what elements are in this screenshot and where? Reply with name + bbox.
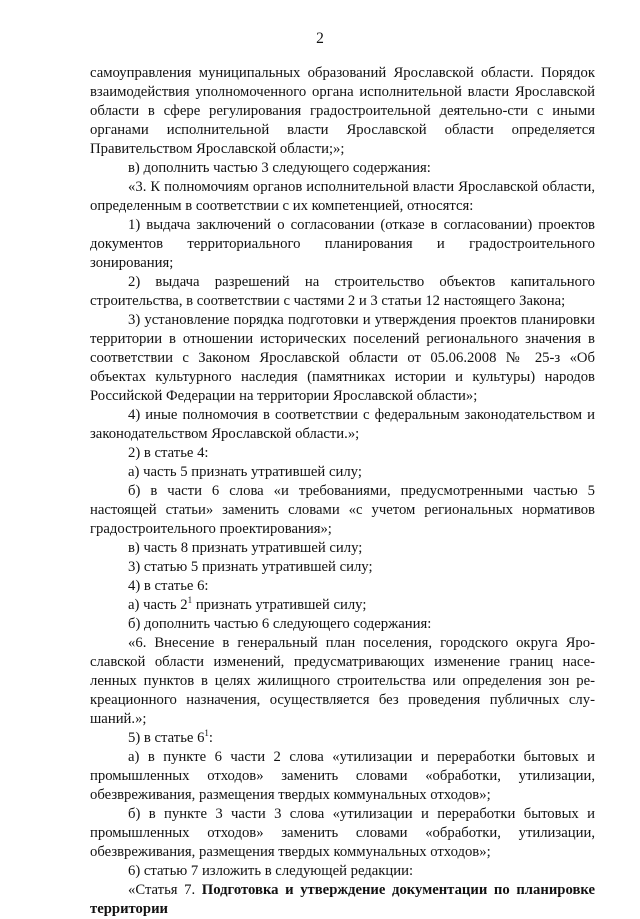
paragraph: самоуправления муниципальных образований Ярославской области. Порядок взаимодействия уполномоченного органа исполнительной власти Ярославской области в сфере регулирования градостроительной деятельно-сти с иными органами исполнительной власти Ярославской области определяется Правительством Ярославской области;»; <box>90 65 595 157</box>
article-number: «Статья 7. <box>128 882 202 898</box>
paragraph-text-after: : <box>208 730 214 746</box>
paragraph-text: 5) в статье 6 <box>128 730 205 746</box>
superscript: 1 <box>204 728 209 739</box>
paragraph <box>90 596 595 615</box>
article-title: Подготовка и утверждение документации по планировке территории <box>90 882 595 917</box>
paragraph: 2) в статье 4: <box>128 445 209 461</box>
paragraph: 4) в статье 6: <box>128 578 209 594</box>
article-heading <box>90 881 595 919</box>
page-number: 2 <box>316 30 324 47</box>
document-body <box>90 64 595 919</box>
paragraph: «3. К полномочиям органов исполнительной власти Ярославской области, определенным в соответствии с их компетенцией, относятся: <box>90 179 595 214</box>
paragraph: «6. Внесение в генеральный план поселения, городского округа Яро-славской области изменений, предусматривающих изменение границ насе-ленных пунктов в целях жилищного строительства или определения зон ре-креационного назначения, осуществляется без проведения публичных слу-шаний.»; <box>90 635 595 727</box>
paragraph-text: а) часть 2 <box>128 597 188 613</box>
paragraph: 2) выдача разрешений на строительство объектов капитального строительства, в соответствии с частями 2 и 3 статьи 12 настоящего Закона; <box>90 274 595 309</box>
paragraph: б) в пункте 3 части 3 слова «утилизации и переработки бытовых и промышленных отходов» заменить словами «обработки, утилизации, обезвреживания, размещения твердых коммунальных отходов»; <box>90 806 595 860</box>
paragraph <box>90 729 595 748</box>
paragraph: а) в пункте 6 части 2 слова «утилизации и переработки бытовых и промышленных отходов» заменить словами «обработки, утилизации, обезвреживания, размещения твердых коммунальных отходов»; <box>90 749 595 803</box>
paragraph: а) часть 5 признать утратившей силу; <box>128 464 362 480</box>
paragraph-text-after: признать утратившей силу; <box>192 597 367 613</box>
paragraph: в) часть 8 признать утратившей силу; <box>128 540 363 556</box>
paragraph: б) в части 6 слова «и требованиями, предусмотренными частью 5 настоящей статьи» заменить словами «с учетом региональных нормативов градостроительного проектирования»; <box>90 483 595 537</box>
paragraph: б) дополнить частью 6 следующего содержания: <box>128 616 432 632</box>
paragraph: в) дополнить частью 3 следующего содержания: <box>128 160 431 176</box>
paragraph: 6) статью 7 изложить в следующей редакции: <box>128 863 414 879</box>
superscript: 1 <box>187 595 193 606</box>
paragraph: 3) статью 5 признать утратившей силу; <box>128 559 373 575</box>
paragraph: 3) установление порядка подготовки и утверждения проектов планировки территории в отношении исторических поселений регионального значения в соответствии с Законом Ярославской области от 05.06.2008 № 25-з «Об объектах культурного наследия (памятниках истории и культуры) народов Российской Федерации на территории Ярославской области»; <box>90 312 595 404</box>
paragraph: 4) иные полномочия в соответствии с федеральным законодательством и законодательством Ярославской области.»; <box>90 407 595 442</box>
paragraph: 1) выдача заключений о согласовании (отказе в согласовании) проектов документов территориального планирования и градостроительного зонирования; <box>90 217 595 271</box>
